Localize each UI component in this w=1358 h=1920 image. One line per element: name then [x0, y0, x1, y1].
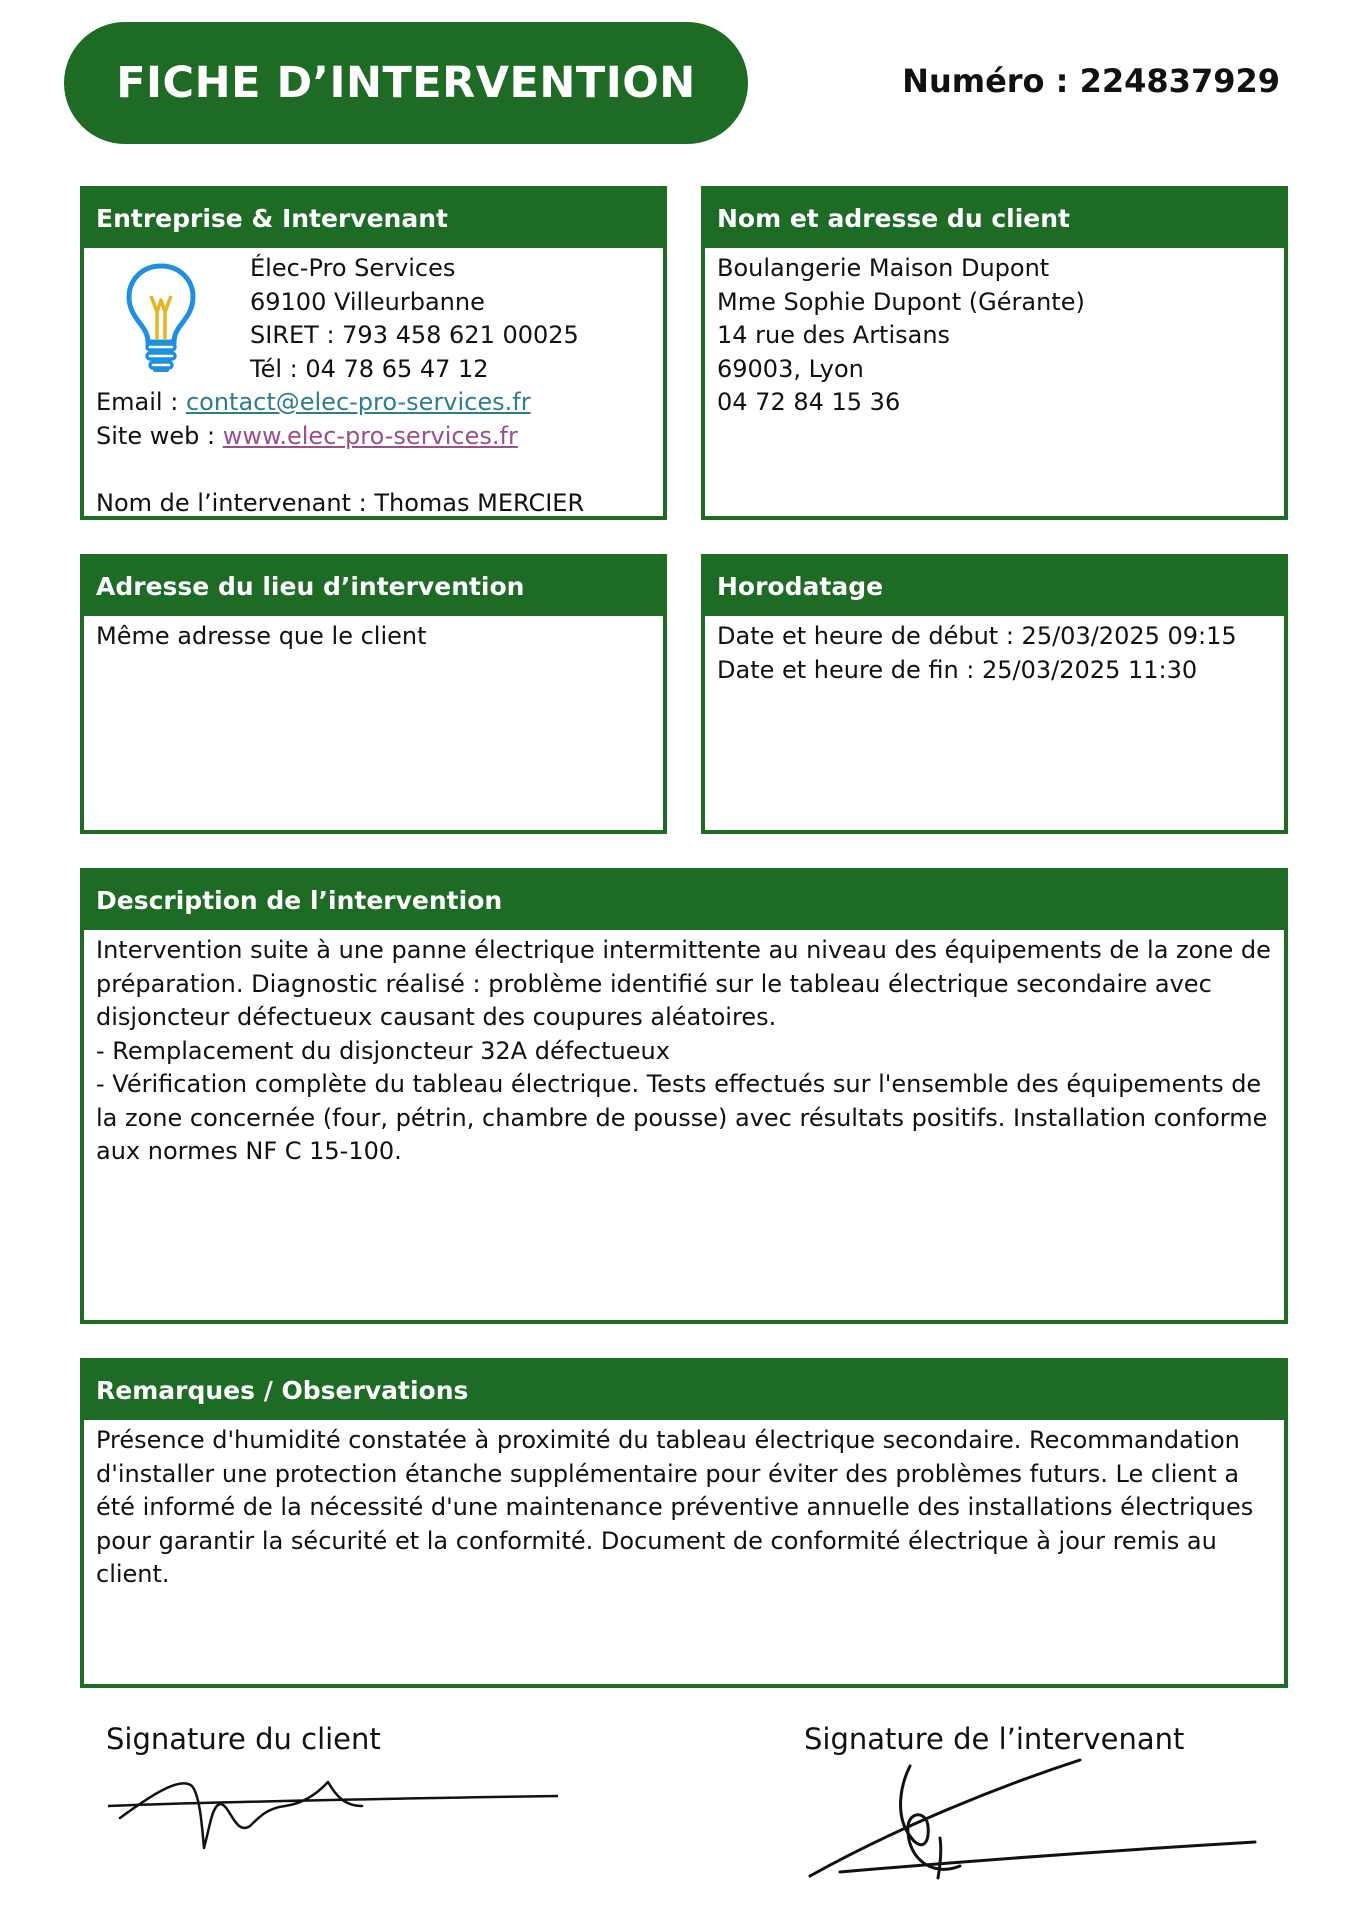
technician-signature-label: Signature de l’intervenant	[804, 1722, 1185, 1756]
lightbulb-icon	[124, 262, 198, 376]
remarks-section	[80, 1358, 1288, 1688]
timestamp-section	[701, 554, 1288, 834]
company-city: 69100 Villeurbanne	[250, 287, 485, 316]
company-body	[84, 248, 663, 520]
company-name: Élec-Pro Services	[250, 254, 456, 282]
website-link[interactable]: www.elec-pro-services.fr	[222, 421, 518, 450]
description-body	[84, 930, 1284, 1169]
client-line: Mme Sophie Dupont (Gérante)	[717, 287, 1085, 316]
technician-signature	[800, 1756, 1270, 1886]
end-datetime: Date et heure de fin : 25/03/2025 11:30	[717, 655, 1198, 684]
description-section	[80, 868, 1288, 1324]
email-label: Email :	[96, 388, 186, 416]
company-email-row	[96, 386, 651, 420]
client-body	[705, 248, 1284, 420]
company-section	[80, 186, 667, 520]
client-line: Boulangerie Maison Dupont	[717, 254, 1050, 282]
description-paragraph: - Vérification complète du tableau électrique. Tests effectués sur l'ensemble des équipements de la zone concernée (four, pétrin, chambre de pousse) avec résultats positifs. Installation conforme aux normes NF C 15-100.	[96, 1070, 1268, 1165]
site-address-section	[80, 554, 667, 834]
site-address-body	[84, 616, 663, 654]
company-web-row	[96, 420, 651, 454]
client-line: 04 72 84 15 36	[717, 388, 901, 416]
remarks-text: Présence d'humidité constatée à proximité du tableau électrique secondaire. Recommandation d'installer une protection étanche supplémentaire pour éviter des problèmes futurs. Le client a été informé de la nécessité d'une maintenance préventive annuelle des installations électriques pour garantir la sécurité et la conformité. Document de conformité électrique à jour remis au client.	[96, 1426, 1254, 1588]
document-title: FICHE D’INTERVENTION	[64, 22, 748, 144]
site-address-heading: Adresse du lieu d’intervention	[84, 558, 663, 616]
remarks-heading: Remarques / Observations	[84, 1362, 1284, 1420]
email-link[interactable]: contact@elec-pro-services.fr	[185, 388, 531, 416]
client-signature-label: Signature du client	[106, 1722, 381, 1756]
company-heading: Entreprise & Intervenant	[84, 190, 663, 248]
document-number: Numéro : 224837929	[902, 62, 1280, 100]
start-datetime: Date et heure de début : 25/03/2025 09:15	[717, 622, 1237, 650]
description-paragraph: Intervention suite à une panne électrique intermittente au niveau des équipements de la zone de préparation. Diagnostic réalisé : problème identifié sur le tableau électrique secondaire avec disjoncteur défectueux causant des coupures aléatoires.	[96, 936, 1271, 1031]
description-paragraph: - Remplacement du disjoncteur 32A défectueux	[96, 1036, 670, 1065]
description-heading: Description de l’intervention	[84, 872, 1284, 930]
client-line: 14 rue des Artisans	[717, 321, 951, 349]
timestamp-heading: Horodatage	[705, 558, 1284, 616]
remarks-body	[84, 1420, 1284, 1592]
company-siret: SIRET : 793 458 621 00025	[250, 321, 579, 349]
company-details	[250, 252, 579, 386]
web-label: Site web :	[96, 421, 223, 450]
site-address-text: Même adresse que le client	[96, 622, 427, 650]
timestamp-body	[705, 616, 1284, 687]
client-signature	[100, 1756, 570, 1856]
client-section	[701, 186, 1288, 520]
client-line: 69003, Lyon	[717, 354, 864, 383]
client-heading: Nom et adresse du client	[705, 190, 1284, 248]
company-identity	[96, 252, 651, 386]
technician-name: Nom de l’intervenant : Thomas MERCIER	[96, 488, 585, 517]
company-phone: Tél : 04 78 65 47 12	[250, 354, 489, 383]
